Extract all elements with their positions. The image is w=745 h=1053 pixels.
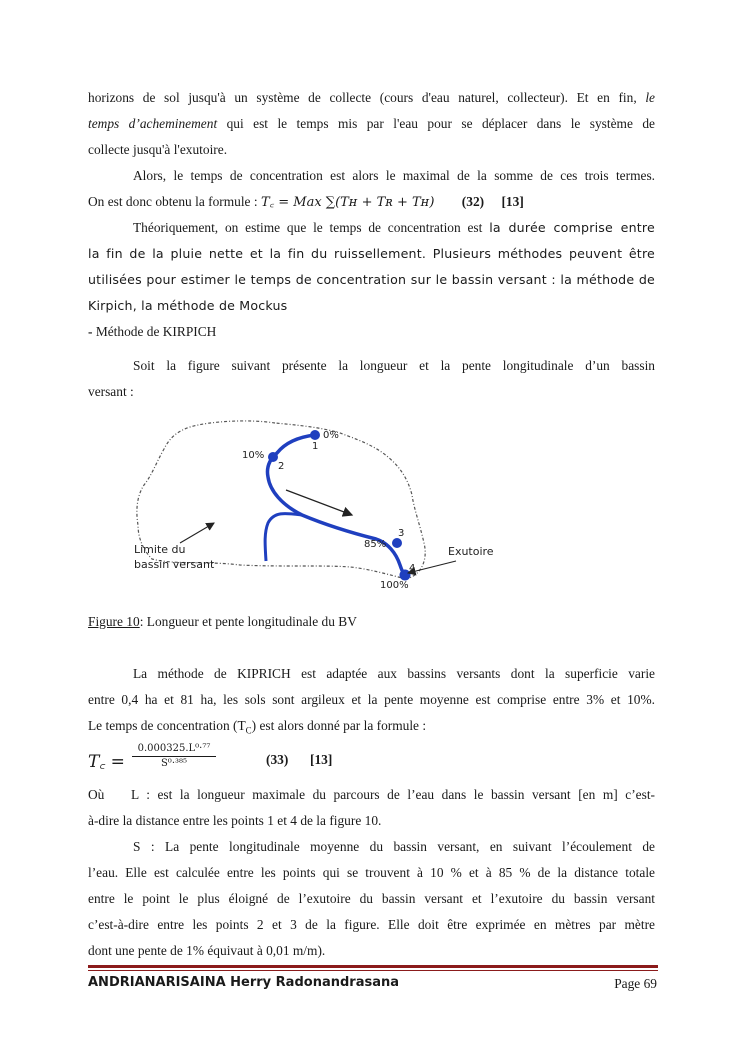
text-run: horizons de sol jusqu'à un système de collecte (cours d'eau naturel, collecteur). Et en fin,	[88, 90, 637, 105]
text-line: à-dire la distance entre les points 1 et 4 de la figure 10.	[88, 813, 382, 828]
limit-arrow	[180, 523, 214, 543]
formula-numerator: 0.000325.L⁰·⁷⁷	[132, 743, 216, 757]
figure-caption	[88, 613, 357, 631]
outlet-label: Exutoire	[448, 545, 494, 558]
heading-dash: -	[88, 324, 93, 339]
equation-number: (32)	[461, 194, 485, 209]
text-line: Alors, le temps de concentration est alors le maximal de la somme de ces trois termes.	[133, 168, 655, 183]
caption-text: : Longueur et pente longitudinale du BV	[139, 614, 357, 629]
page-number: Page 69	[614, 976, 657, 991]
text-line: entre le point le plus éloigné de l’exutoire du bassin versant et l’exutoire du bassin versant	[88, 891, 655, 906]
text-line: entre 0,4 ha et 81 ha, les sols sont argileux et la pente moyenne est comprise entre 3% et 10%.	[88, 692, 655, 707]
label-basin-limit-2: bassin versant	[134, 558, 215, 571]
label-point-1: 1	[312, 441, 319, 452]
label-basin-limit-1: Limite du	[134, 543, 186, 556]
point-2	[268, 452, 278, 462]
equation-number: (33)	[266, 752, 289, 767]
outlet-arrow-overlay	[400, 555, 460, 585]
text-run: ) est alors donné par la formule :	[251, 718, 427, 733]
text-line: la fin de la pluie nette et la fin du ruissellement. Plusieurs méthodes peuvent être	[88, 246, 655, 261]
label-point-2: 2	[278, 461, 285, 472]
text-line: versant :	[88, 384, 134, 399]
watershed-figure	[130, 415, 440, 595]
text-line: S : La pente longitudinale moyenne du bassin versant, en suivant l’écoulement de	[133, 839, 655, 854]
text-run-italic: temps d’acheminement	[88, 116, 218, 131]
formula-32-line	[88, 193, 655, 212]
text-run: la durée comprise entre	[489, 220, 655, 235]
text-line: La méthode de KIPRICH est adaptée aux bassins versants dont la superficie varie	[133, 666, 655, 681]
text-run: Où	[88, 787, 105, 802]
text-line: Kirpich, la méthode de Mockus	[88, 298, 288, 313]
text-line	[133, 219, 655, 237]
label-0-percent: 0%	[323, 430, 339, 441]
text-line: l’eau. Elle est calculée entre les points qui se trouvent à 10 % et à 85 % de la distance totale	[88, 865, 655, 880]
formula-32: T꜀ = Max ∑(Tʜ + Tʀ + Tʜ)	[260, 195, 435, 210]
label-point-3: 3	[398, 528, 405, 539]
reference-number: [13]	[310, 752, 333, 767]
point-1	[310, 430, 320, 440]
caption-label: Figure 10	[88, 614, 140, 629]
text-line: utilisées pour estimer le temps de concentration sur le bassin versant : la méthode de	[88, 272, 655, 287]
text-line	[88, 717, 655, 740]
subscript: C	[245, 725, 252, 736]
label-point-4: 4	[409, 563, 416, 574]
main-river	[267, 435, 405, 575]
text-run-italic: le	[645, 90, 655, 105]
text-run: Théoriquement, on estime que le temps de concentration est	[133, 220, 483, 235]
label-10-percent: 10%	[242, 450, 265, 461]
footer-rule	[88, 965, 658, 968]
formula-33	[88, 743, 388, 777]
point-3	[392, 538, 402, 548]
footer-author: ANDRIANARISAINA Herry Radonandrasana	[88, 975, 400, 990]
label-100-percent: 100%	[380, 580, 409, 591]
text-line: Soit la figure suivant présente la longueur et la pente longitudinale d’un bassin	[133, 358, 655, 373]
text-line: L : est la longueur maximale du parcours de l’eau dans le bassin versant [en m] c’est-	[131, 787, 655, 802]
text-run: On est donc obtenu la formule :	[88, 194, 258, 209]
reference-number: [13]	[501, 194, 524, 209]
text-line	[88, 89, 655, 107]
tributary	[265, 513, 302, 561]
text-line	[88, 115, 655, 133]
heading-text: Méthode de KIRPICH	[95, 324, 217, 339]
formula-lhs: T꜀ =	[88, 752, 125, 772]
label-85-percent: 85%	[364, 539, 387, 550]
text-run: qui est le temps mis par l'eau pour se déplacer dans le système de	[226, 116, 655, 131]
section-heading	[88, 323, 655, 341]
text-run: Le temps de concentration (T	[88, 718, 246, 733]
text-line: c’est-à-dire entre les points 2 et 3 de la figure. Elle doit être exprimée en mètres par mètre	[88, 917, 655, 932]
formula-fraction	[132, 743, 216, 769]
text-line: collecte jusqu'à l'exutoire.	[88, 142, 228, 157]
footer-rule-thin	[88, 970, 658, 971]
formula-denominator: S⁰·³⁸⁵	[160, 758, 188, 769]
text-line: dont une pente de 1% équivaut à 0,01 m/m).	[88, 943, 326, 958]
